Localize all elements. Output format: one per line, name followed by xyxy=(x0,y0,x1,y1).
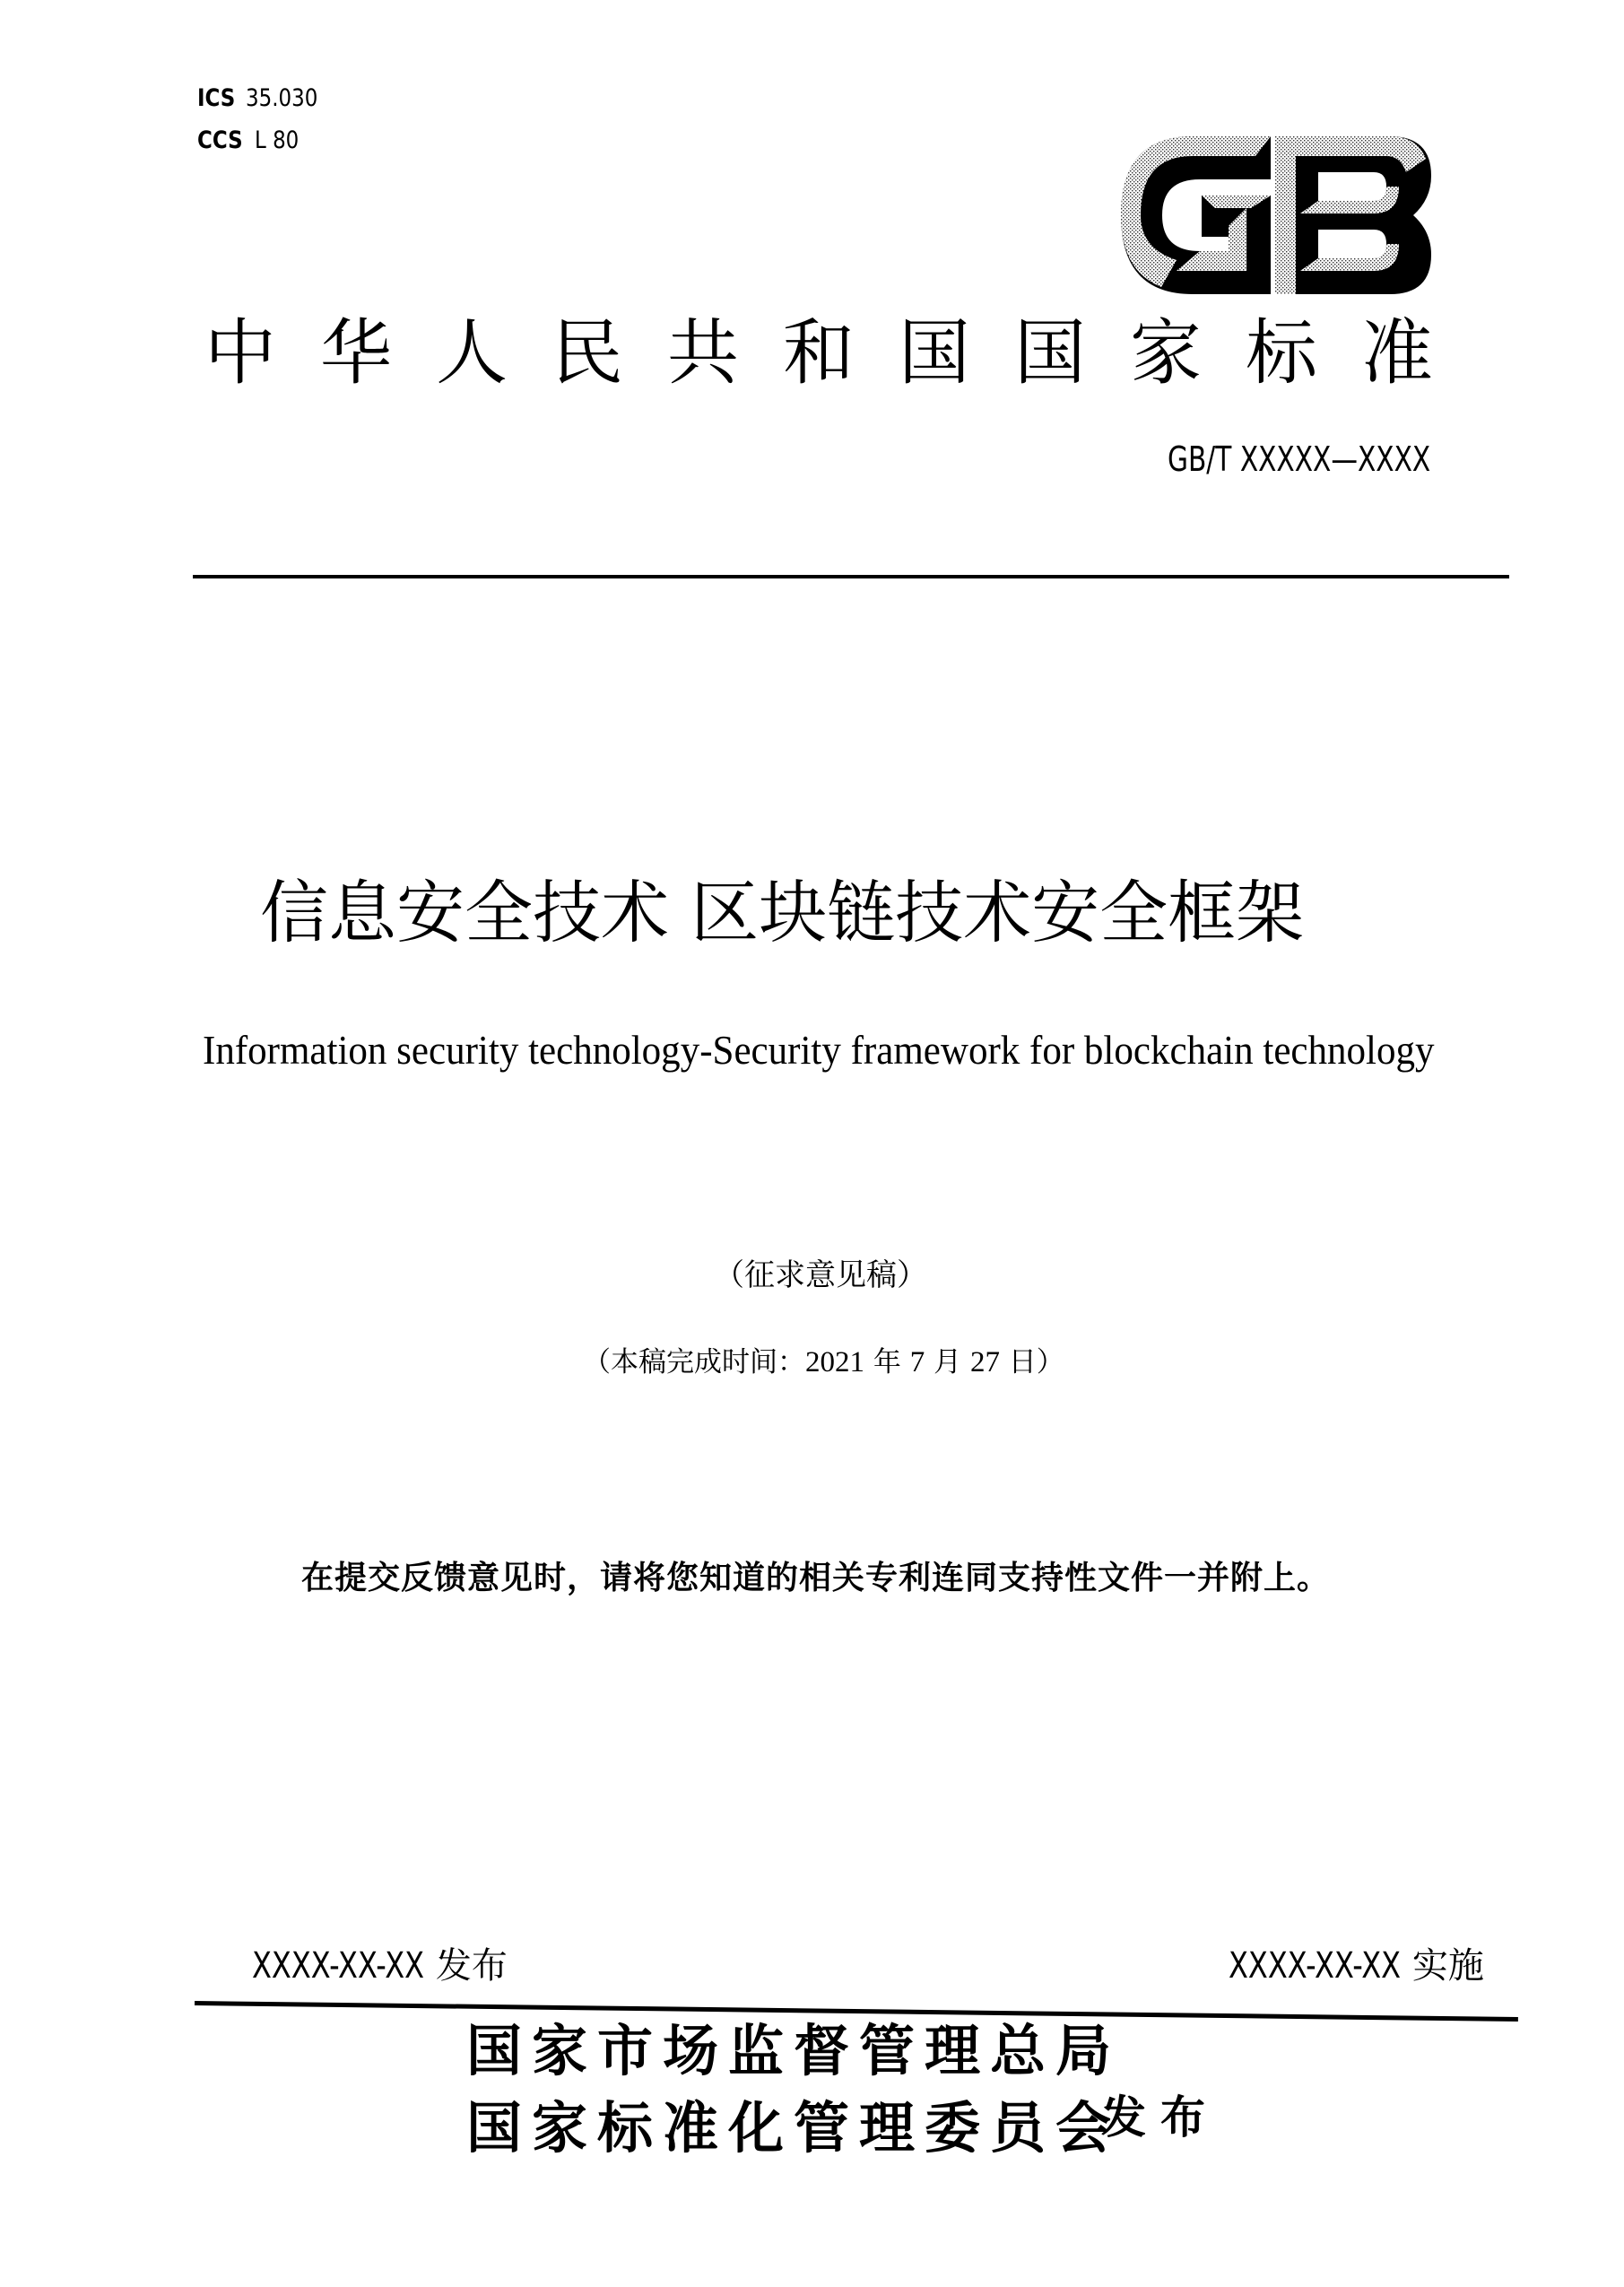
document-title-en: Information security technology-Security framework for blockchain technology xyxy=(203,1027,1435,1073)
completion-date xyxy=(583,1343,1064,1382)
agency-samr: 国家市场监督管理总局 xyxy=(466,2018,1122,2083)
ics-classification xyxy=(197,84,331,113)
publish-date-value: XXXX-XX-XX xyxy=(252,1945,425,1987)
national-standard-title: 中华人民共和国国家标准 xyxy=(204,311,1477,395)
implementation-date xyxy=(1229,1943,1484,1989)
issued-label: 发布 xyxy=(1101,2091,1220,2144)
issuing-agencies xyxy=(466,2013,1121,2167)
agency-sac: 国家标准化管理委员会 xyxy=(466,2095,1122,2161)
completion-prefix: （本稿完成时间： xyxy=(583,1346,805,1378)
header-divider xyxy=(193,575,1509,578)
year-unit: 年 xyxy=(873,1346,901,1378)
completion-day: 27 xyxy=(969,1346,1000,1378)
publish-label: 发布 xyxy=(435,1945,508,1987)
ccs-code: L 80 xyxy=(255,126,300,154)
draft-status: （征求意见稿） xyxy=(714,1257,927,1293)
ccs-classification xyxy=(197,126,307,155)
document-title-cn: 信息安全技术 区块链技术安全框架 xyxy=(260,873,1305,952)
completion-month: 7 xyxy=(909,1346,925,1378)
gb-logo-icon xyxy=(1121,136,1431,294)
implement-label: 实施 xyxy=(1411,1945,1484,1987)
standard-number: GB/T XXXXX—XXXX xyxy=(1168,439,1431,479)
ics-label: ICS xyxy=(197,84,236,112)
patent-notice: 在提交反馈意见时，请将您知道的相关专利连同支持性文件一并附上。 xyxy=(301,1560,1331,1596)
ics-code: 35.030 xyxy=(246,84,318,112)
month-unit: 月 xyxy=(934,1346,962,1378)
ccs-label: CCS xyxy=(197,126,243,154)
day-unit: 日） xyxy=(1008,1346,1064,1378)
implement-date-value: XXXX-XX-XX xyxy=(1229,1945,1402,1987)
publish-date xyxy=(252,1943,508,1989)
completion-year: 2021 xyxy=(805,1346,864,1378)
